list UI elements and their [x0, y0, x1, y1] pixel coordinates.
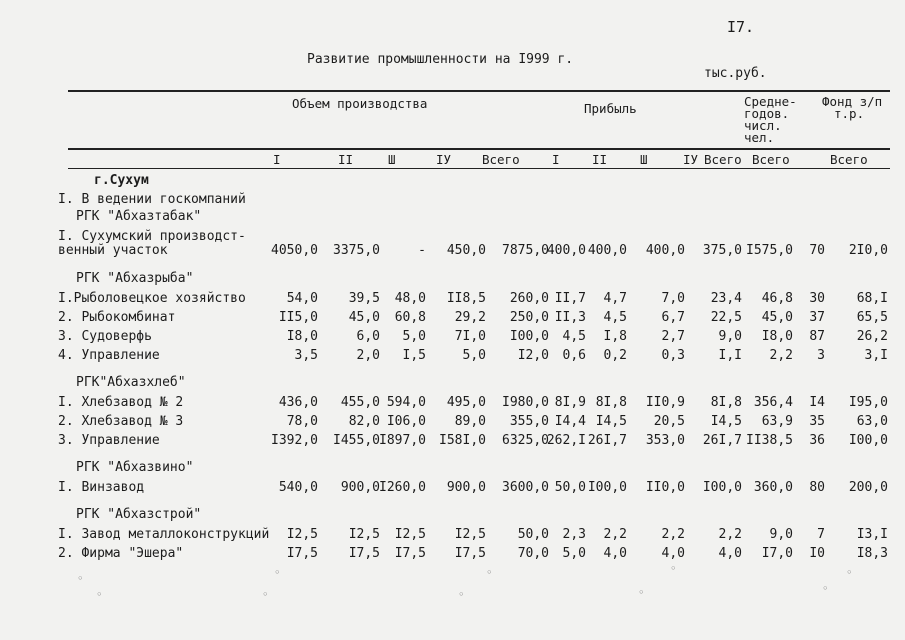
- row-label: 3. Управление: [58, 433, 160, 448]
- row-label: 2. Рыбокомбинат: [58, 310, 176, 325]
- cell-col-7: 0,3: [661, 348, 685, 363]
- cell-col-1: 82,0: [348, 414, 380, 429]
- page-number: I7.: [727, 18, 755, 36]
- cell-col-2: 48,0: [394, 291, 426, 306]
- staff-header-4: чел.: [744, 130, 775, 145]
- header-top-rule: [68, 90, 890, 92]
- row-label: венный участок: [58, 243, 168, 258]
- cell-col-3: 7I,0: [454, 329, 486, 344]
- cell-col-0: I2,5: [286, 527, 318, 542]
- cell-col-2: 594,0: [386, 395, 426, 410]
- cell-col-7: 7,0: [661, 291, 685, 306]
- scan-speck: ◦: [486, 566, 493, 579]
- cell-col-6: 4,0: [603, 546, 627, 561]
- cell-col-0: II5,0: [278, 310, 318, 325]
- scan-speck: ◦: [670, 562, 677, 575]
- cell-col-8: I,I: [718, 348, 742, 363]
- cell-col-9: 356,4: [753, 395, 793, 410]
- column-header-5: I: [552, 152, 560, 167]
- table-row: [0, 527, 905, 545]
- cell-col-3: I58I,0: [439, 433, 486, 448]
- cell-col-11: 68,I: [856, 291, 888, 306]
- cell-col-11: I00,0: [848, 433, 888, 448]
- cell-col-3: 900,0: [446, 480, 486, 495]
- cell-col-2: I2,5: [394, 527, 426, 542]
- scan-speck: ◦: [458, 588, 465, 601]
- cell-col-9: 63,9: [761, 414, 793, 429]
- cell-col-10: 7: [817, 527, 825, 542]
- cell-col-2: I897,0: [379, 433, 426, 448]
- scan-speck: ◦: [262, 588, 269, 601]
- cell-col-10: I0: [809, 546, 825, 561]
- cell-col-10: 37: [809, 310, 825, 325]
- header-bottom-rule: [68, 168, 890, 169]
- cell-col-1: 900,0: [340, 480, 380, 495]
- group-heading: РГК "Абхазвино": [76, 460, 194, 475]
- table-row: [0, 310, 905, 328]
- cell-col-8: I4,5: [710, 414, 742, 429]
- cell-col-8: 23,4: [710, 291, 742, 306]
- scan-speck: ◦: [77, 572, 84, 585]
- cell-col-6: 4,7: [603, 291, 627, 306]
- cell-col-7: 353,0: [645, 433, 685, 448]
- column-header-7: Ш: [640, 152, 648, 167]
- cell-col-11: I8,3: [856, 546, 888, 561]
- cell-col-11: I95,0: [848, 395, 888, 410]
- cell-col-1: 2,0: [356, 348, 380, 363]
- cell-col-2: I7,5: [394, 546, 426, 561]
- table-row: [0, 348, 905, 366]
- cell-col-8: 4,0: [718, 546, 742, 561]
- cell-col-1: 45,0: [348, 310, 380, 325]
- row-label: I. Хлебзавод № 2: [58, 395, 184, 410]
- cell-col-6: 8I,8: [595, 395, 627, 410]
- column-header-3: IУ: [436, 152, 452, 167]
- cell-col-6: 0,2: [603, 348, 627, 363]
- cell-col-8: 26I,7: [702, 433, 742, 448]
- column-header-1: II: [338, 152, 354, 167]
- cell-col-7: 20,5: [653, 414, 685, 429]
- cell-col-10: 70: [809, 243, 825, 258]
- cell-col-7: 2,2: [661, 527, 685, 542]
- cell-col-5: I4,4: [554, 414, 586, 429]
- cell-col-9: 46,8: [761, 291, 793, 306]
- row-label: I.Рыболовецкое хозяйство: [58, 291, 246, 306]
- cell-col-3: II8,5: [446, 291, 486, 306]
- cell-col-0: 436,0: [278, 395, 318, 410]
- cell-col-11: 200,0: [848, 480, 888, 495]
- staff-header-2: годов.: [744, 106, 790, 121]
- cell-col-4: 6325,0: [502, 433, 549, 448]
- cell-col-3: I2,5: [454, 527, 486, 542]
- cell-col-11: I3,I: [856, 527, 888, 542]
- volume-header: Объем производства: [292, 96, 428, 111]
- cell-col-4: 70,0: [517, 546, 549, 561]
- cell-col-9: 45,0: [761, 310, 793, 325]
- city-heading: г.Сухум: [94, 173, 149, 188]
- scan-speck: ◦: [96, 588, 103, 601]
- cell-col-4: I2,0: [517, 348, 549, 363]
- cell-col-8: 22,5: [710, 310, 742, 325]
- cell-col-3: I7,5: [454, 546, 486, 561]
- fund-header-2: т.р.: [834, 106, 865, 121]
- cell-col-8: 9,0: [718, 329, 742, 344]
- cell-col-2: I,5: [402, 348, 426, 363]
- cell-col-8: 375,0: [702, 243, 742, 258]
- cell-col-10: I4: [809, 395, 825, 410]
- cell-col-9: 9,0: [769, 527, 793, 542]
- cell-col-9: 360,0: [753, 480, 793, 495]
- row-label: 2. Фирма "Эшера": [58, 546, 184, 561]
- table-row: [0, 546, 905, 564]
- cell-col-3: 450,0: [446, 243, 486, 258]
- cell-col-0: 540,0: [278, 480, 318, 495]
- cell-col-2: 60,8: [394, 310, 426, 325]
- cell-col-1: 455,0: [340, 395, 380, 410]
- staff-header-1: Средне-: [744, 94, 797, 109]
- row-label: I. Винзавод: [58, 480, 145, 495]
- cell-col-6: 2,2: [603, 527, 627, 542]
- cell-col-1: I7,5: [348, 546, 380, 561]
- cell-col-5: 0,6: [562, 348, 586, 363]
- table-row: [0, 291, 905, 309]
- cell-col-4: 260,0: [509, 291, 549, 306]
- scan-speck: ◦: [846, 566, 853, 579]
- cell-col-10: 30: [809, 291, 825, 306]
- column-header-10: Всего: [752, 152, 790, 167]
- cell-col-7: 6,7: [661, 310, 685, 325]
- column-header-2: Ш: [388, 152, 396, 167]
- cell-col-1: 3375,0: [333, 243, 380, 258]
- cell-col-10: 3: [817, 348, 825, 363]
- cell-col-0: 78,0: [286, 414, 318, 429]
- table-row: [0, 433, 905, 451]
- table-row: [0, 395, 905, 413]
- cell-col-3: 495,0: [446, 395, 486, 410]
- cell-col-4: 3600,0: [502, 480, 549, 495]
- profit-header: Прибыль: [584, 101, 637, 116]
- cell-col-7: 2,7: [661, 329, 685, 344]
- cell-col-7: II0,0: [645, 480, 685, 495]
- cell-col-5: 2,3: [562, 527, 586, 542]
- cell-col-9: II38,5: [746, 433, 793, 448]
- cell-col-5: II,7: [554, 291, 586, 306]
- scan-speck: ◦: [274, 566, 281, 579]
- cell-col-1: I2,5: [348, 527, 380, 542]
- cell-col-2: I06,0: [386, 414, 426, 429]
- row-label: I. Завод металлоконструкций: [58, 527, 270, 542]
- cell-col-2: 5,0: [402, 329, 426, 344]
- cell-col-9: I575,0: [746, 243, 793, 258]
- cell-col-6: 4,5: [603, 310, 627, 325]
- cell-col-0: I8,0: [286, 329, 318, 344]
- staff-header-3: числ.: [744, 118, 782, 133]
- column-header-4: Всего: [482, 152, 520, 167]
- cell-col-10: 35: [809, 414, 825, 429]
- cell-col-5: 50,0: [554, 480, 586, 495]
- table-row: [0, 414, 905, 432]
- cell-col-11: 65,5: [856, 310, 888, 325]
- column-header-6: II: [592, 152, 608, 167]
- cell-col-8: 8I,8: [710, 395, 742, 410]
- cell-col-9: 2,2: [769, 348, 793, 363]
- scan-speck: ◦: [638, 586, 645, 599]
- fund-header-1: Фонд з/п: [822, 94, 883, 109]
- cell-col-5: 400,0: [546, 243, 586, 258]
- cell-col-6: I4,5: [595, 414, 627, 429]
- cell-col-6: 400,0: [587, 243, 627, 258]
- cell-col-8: 2,2: [718, 527, 742, 542]
- cell-col-3: 5,0: [462, 348, 486, 363]
- cell-col-5: 4,5: [562, 329, 586, 344]
- table-row: [0, 329, 905, 347]
- cell-col-10: 87: [809, 329, 825, 344]
- cell-col-0: 3,5: [294, 348, 318, 363]
- column-header-8: IУ: [683, 152, 699, 167]
- cell-col-4: 50,0: [517, 527, 549, 542]
- cell-col-6: I00,0: [587, 480, 627, 495]
- table-row: [0, 480, 905, 498]
- row-label: 4. Управление: [58, 348, 160, 363]
- cell-col-11: 3,I: [864, 348, 888, 363]
- cell-col-4: 250,0: [509, 310, 549, 325]
- cell-col-9: I8,0: [761, 329, 793, 344]
- section-heading: I. В ведении госкомпаний: [58, 192, 246, 207]
- page-title: Развитие промышленности на I999 г.: [307, 52, 574, 67]
- cell-col-6: I,8: [603, 329, 627, 344]
- cell-col-4: I00,0: [509, 329, 549, 344]
- column-header-9: Всего: [704, 152, 742, 167]
- group-heading: РГК"Абхазхлеб": [76, 375, 186, 390]
- row-label: 3. Судоверфь: [58, 329, 152, 344]
- column-header-11: Всего: [830, 152, 868, 167]
- cell-col-4: 355,0: [509, 414, 549, 429]
- cell-col-11: 26,2: [856, 329, 888, 344]
- row-label: I. Сухумский производст-: [58, 229, 246, 244]
- cell-col-7: II0,9: [645, 395, 685, 410]
- cell-col-3: 29,2: [454, 310, 486, 325]
- cell-col-7: 4,0: [661, 546, 685, 561]
- cell-col-5: 5,0: [562, 546, 586, 561]
- units-label: тыс.руб.: [704, 66, 767, 81]
- cell-col-6: 26I,7: [587, 433, 627, 448]
- cell-col-11: 2I0,0: [848, 243, 888, 258]
- cell-col-11: 63,0: [856, 414, 888, 429]
- scan-speck: ◦: [822, 582, 829, 595]
- cell-col-5: 8I,9: [554, 395, 586, 410]
- column-header-0: I: [273, 152, 281, 167]
- cell-col-10: 36: [809, 433, 825, 448]
- cell-col-10: 80: [809, 480, 825, 495]
- group-heading: РГК "Абхазтабак": [76, 209, 202, 224]
- row-label: 2. Хлебзавод № 3: [58, 414, 184, 429]
- cell-col-4: I980,0: [502, 395, 549, 410]
- cell-col-0: 54,0: [286, 291, 318, 306]
- cell-col-7: 400,0: [645, 243, 685, 258]
- cell-col-0: 4050,0: [271, 243, 318, 258]
- header-mid-rule: [68, 148, 890, 150]
- cell-col-5: II,3: [554, 310, 586, 325]
- cell-col-0: I7,5: [286, 546, 318, 561]
- cell-col-8: I00,0: [702, 480, 742, 495]
- table-row: [0, 229, 905, 265]
- group-heading: РГК "Абхазстрой": [76, 507, 202, 522]
- cell-col-9: I7,0: [761, 546, 793, 561]
- cell-col-4: 7875,0: [502, 243, 549, 258]
- cell-col-3: 89,0: [454, 414, 486, 429]
- cell-col-2: -: [418, 243, 426, 258]
- cell-col-1: 39,5: [348, 291, 380, 306]
- group-heading: РГК "Абхазрыба": [76, 271, 194, 286]
- cell-col-0: I392,0: [271, 433, 318, 448]
- cell-col-1: I455,0: [333, 433, 380, 448]
- cell-col-5: 262,I: [546, 433, 586, 448]
- cell-col-2: I260,0: [379, 480, 426, 495]
- cell-col-1: 6,0: [356, 329, 380, 344]
